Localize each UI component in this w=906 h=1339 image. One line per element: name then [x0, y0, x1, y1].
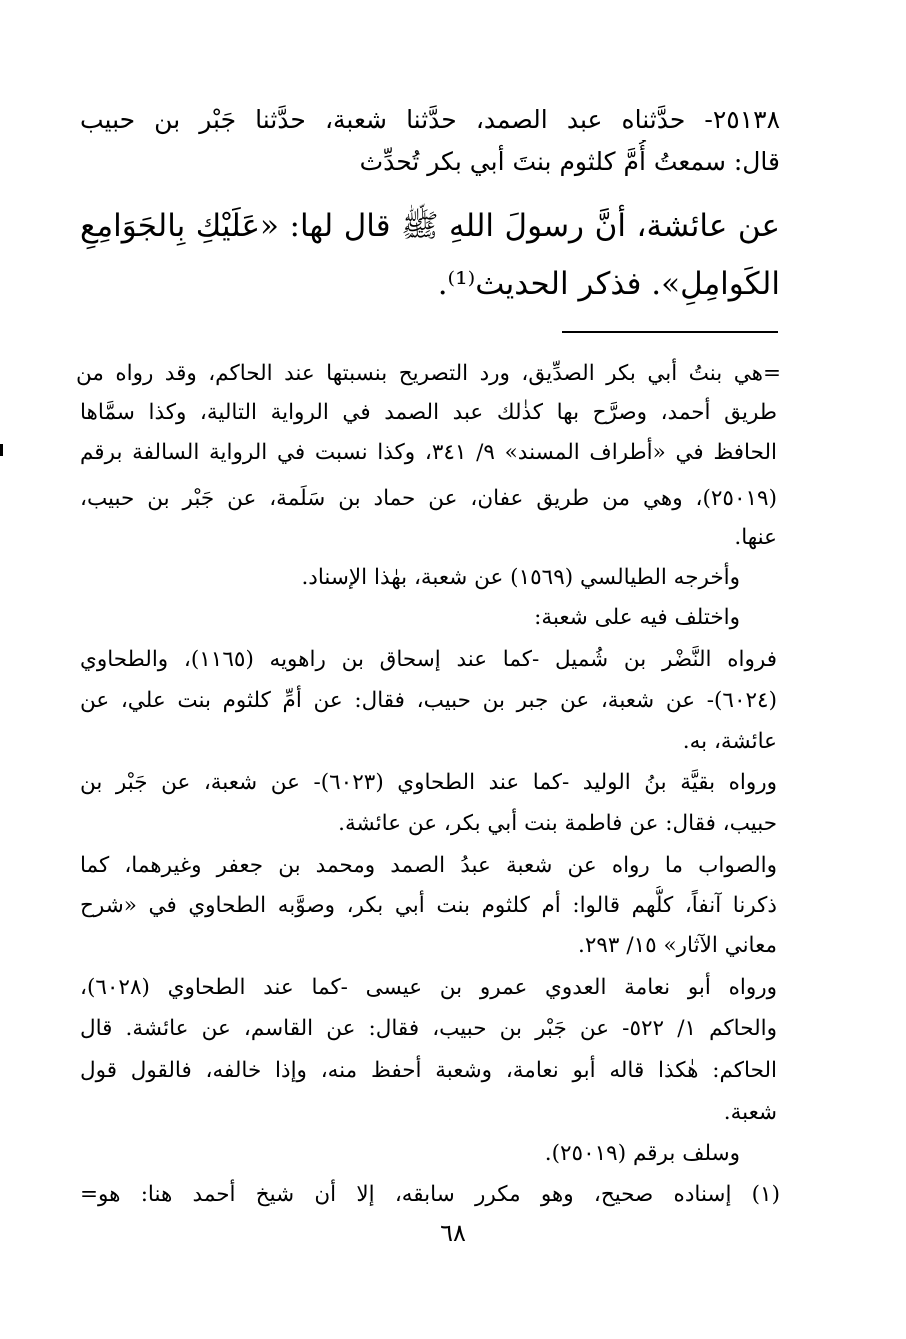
footnote-cont-line-2: طريق أحمد، وصرَّح بها كذٰلك عبد الصمد في الرواية التالية، وكذا سمَّاها: [80, 400, 777, 425]
hadith-line-2: قال: سمعتُ أُمَّ كلثوم بنتَ أبي بكر تُحدِّث: [359, 147, 780, 176]
footnote-baqiyya-line-1: ورواه بقيَّة بنُ الوليد -كما عند الطحاوي (٦٠٢٣)- عن شعبة، عن جَبْر بن: [80, 770, 777, 795]
footnote-abu-naama-line-4: شعبة.: [723, 1100, 777, 1125]
footnote-paragraph-tayalisi: وأخرجه الطيالسي (١٥٦٩) عن شعبة، بهٰذا الإسناد.: [301, 565, 740, 590]
footnote-salaf: وسلف برقم (٢٥٠١٩).: [544, 1141, 740, 1166]
footnote-sawab-line-2: ذكرنا آنفاً، كلُّهم قالوا: أم كلثوم بنت أبي بكر، وصوَّبه الطحاوي في «شرح: [80, 893, 777, 918]
footnote-nadr-line-2: (٦٠٢٤)- عن شعبة، عن جبر بن حبيب، فقال: عن أمِّ كلثوم بنت علي، عن: [80, 688, 777, 713]
hadith-line-3: عن عائشة، أنَّ رسولَ اللهِ ﷺ قال لها: «عَلَيْكِ بِالجَوَامِعِ: [80, 208, 780, 244]
scan-edge-mark: [0, 444, 3, 456]
footnote-1: (١) إسناده صحيح، وهو مكرر سابقه، إلا أن شيخ أحمد هنا: هو=: [80, 1182, 780, 1207]
footnote-baqiyya-line-2: حبيب، فقال: عن فاطمة بنت أبي بكر، عن عائشة.: [338, 811, 777, 836]
footnote-abu-naama-line-2: والحاكم ١/ ٥٢٢- عن جَبْر بن حبيب، فقال: عن القاسم، عن عائشة. قال: [80, 1016, 777, 1041]
footnote-separator: [562, 331, 778, 333]
footnote-paragraph-ikhtilaf: واختلف فيه على شعبة:: [534, 605, 740, 630]
footnote-cont-line-1: =هي بنتُ أبي بكر الصدِّيق، ورد التصريح بنسبتها عند الحاكم، وقد رواه من: [76, 361, 781, 386]
footnote-nadr-line-1: فرواه النَّضْر بن شُميل -كما عند إسحاق بن راهويه (١١٦٥)، والطحاوي: [80, 647, 777, 672]
hadith-line-1: ٢٥١٣٨- حدَّثناه عبد الصمد، حدَّثنا شعبة، حدَّثنا جَبْر بن حبيب: [80, 105, 780, 134]
footnote-cont-line-4: (٢٥٠١٩)، وهي من طريق عفان، عن حماد بن سَلَمة، عن جَبْر بن حبيب،: [80, 486, 777, 511]
footnote-abu-naama-line-3: الحاكم: هٰكذا قاله أبو نعامة، وشعبة أحفظ منه، وإذا خالفه، فالقول قول: [80, 1058, 777, 1083]
hadith-line-4: الكَوامِلِ». فذكر الحديث⁽¹⁾.: [437, 266, 780, 302]
footnote-abu-naama-line-1: ورواه أبو نعامة العدوي عمرو بن عيسى -كما عند الطحاوي (٦٠٢٨)،: [80, 975, 777, 1000]
footnote-nadr-line-3: عائشة، به.: [682, 729, 777, 754]
footnote-sawab-line-3: معاني الآثار» ١٥/ ٢٩٣.: [577, 933, 777, 958]
footnote-sawab-line-1: والصواب ما رواه عن شعبة عبدُ الصمد ومحمد بن جعفر وغيرهما، كما: [80, 853, 777, 878]
footnote-cont-line-5: عنها.: [734, 525, 777, 550]
page-number: ٦٨: [440, 1219, 466, 1247]
footnote-cont-line-3: الحافظ في «أطراف المسند» ٩/ ٣٤١، وكذا نسبت في الرواية السالفة برقم: [80, 440, 777, 465]
